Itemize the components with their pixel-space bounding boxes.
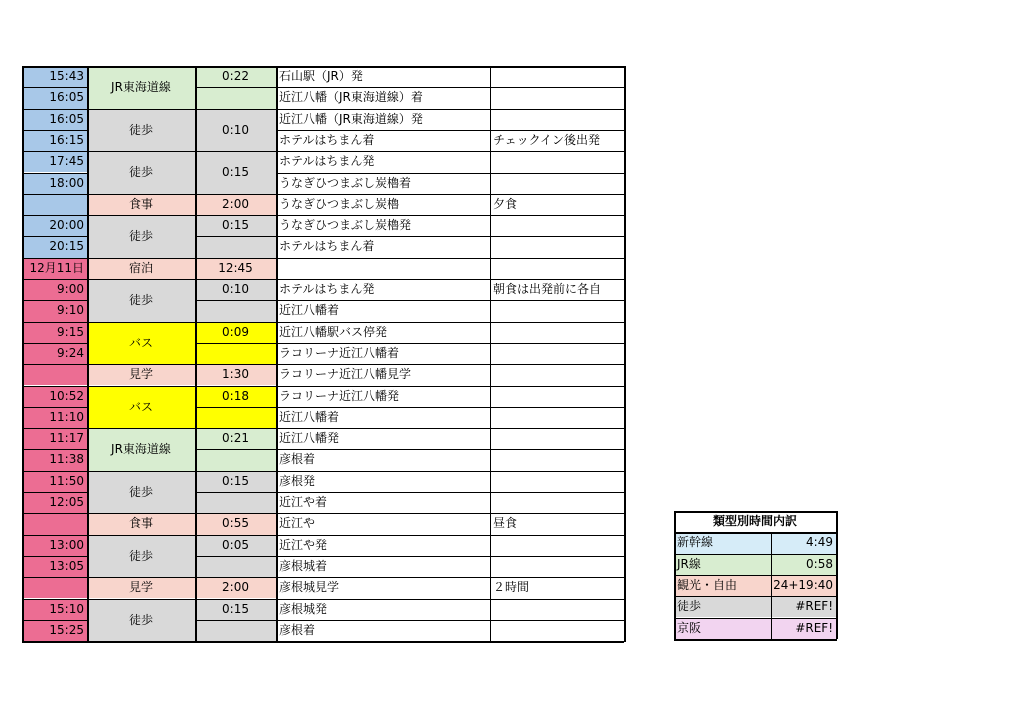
grid-line [195, 66, 197, 642]
grid-line [87, 513, 195, 514]
duration-cell [195, 300, 276, 321]
grid-line [276, 599, 624, 600]
transport-mode-cell: 徒歩 [87, 279, 195, 322]
time-cell [22, 364, 87, 385]
grid-line [276, 449, 624, 450]
duration-cell [195, 492, 276, 513]
grid-line [22, 215, 87, 216]
note-cell [490, 236, 624, 257]
place-cell: 近江や着 [279, 495, 328, 509]
grid-line [195, 641, 276, 643]
grid-line [22, 343, 87, 344]
note-cell [490, 322, 624, 343]
grid-line [771, 532, 772, 639]
transport-mode-cell: バス [87, 322, 195, 365]
place-cell: 近江や発 [279, 537, 328, 552]
grid-line [87, 151, 195, 152]
grid-line [22, 151, 87, 152]
duration-cell: 0:22 [195, 66, 276, 87]
duration-cell: 1:30 [195, 364, 276, 385]
grid-line [836, 511, 838, 639]
transport-mode-cell: 見学 [87, 577, 195, 598]
grid-line [195, 258, 276, 259]
grid-line [276, 66, 278, 642]
time-cell: 15:10 [22, 599, 87, 620]
duration-cell [195, 343, 276, 364]
grid-line [195, 449, 276, 450]
note-cell: ２時間 [493, 580, 530, 595]
note-cell [490, 151, 624, 172]
duration-cell [195, 449, 276, 470]
grid-line [22, 258, 87, 259]
transport-mode-cell: 食事 [87, 194, 195, 215]
note-cell [490, 343, 624, 364]
note-cell [490, 66, 624, 87]
note-cell [490, 386, 624, 407]
grid-line [276, 492, 624, 493]
note-cell [490, 364, 624, 385]
grid-line [276, 641, 624, 643]
grid-line [195, 535, 276, 536]
grid-line [276, 236, 624, 237]
grid-line [22, 66, 87, 68]
grid-line [87, 322, 195, 323]
duration-cell [195, 407, 276, 428]
grid-line [276, 322, 624, 323]
grid-line [276, 428, 624, 429]
grid-line [22, 109, 87, 110]
duration-cell [195, 556, 276, 577]
grid-line [87, 258, 195, 259]
time-cell: 10:52 [22, 386, 87, 407]
grid-line [22, 300, 87, 301]
grid-line [22, 194, 87, 195]
duration-cell: 12:45 [195, 258, 276, 279]
grid-line [87, 66, 89, 642]
duration-cell [195, 87, 276, 108]
place-cell: ホテルはちまん着 [279, 132, 375, 147]
grid-line [22, 236, 87, 237]
grid-line [195, 87, 276, 88]
grid-line [195, 66, 276, 68]
grid-line [195, 407, 276, 408]
grid-line [195, 364, 276, 365]
grid-line [22, 492, 87, 493]
duration-cell: 0:10 [195, 109, 276, 152]
grid-line [22, 428, 87, 429]
place-cell: うなぎひつまぶし炭櫓着 [279, 175, 412, 190]
time-cell: 17:45 [22, 151, 87, 172]
grid-line [276, 471, 624, 472]
note-cell [490, 258, 624, 279]
duration-cell: 0:05 [195, 535, 276, 556]
grid-line [674, 554, 837, 555]
place-cell: うなぎひつまぶし炭櫓 [279, 196, 400, 211]
place-cell: 彦根発 [279, 473, 316, 488]
legend-label: 徒歩 [674, 596, 771, 617]
grid-line [674, 618, 837, 619]
transport-mode-cell: 徒歩 [87, 215, 195, 258]
grid-line [674, 639, 837, 641]
grid-line [195, 279, 276, 280]
note-cell [490, 599, 624, 620]
place-cell: ホテルはちまん発 [279, 282, 375, 296]
grid-line [195, 428, 276, 429]
time-cell: 15:25 [22, 620, 87, 641]
time-cell: 20:15 [22, 236, 87, 257]
time-cell: 18:00 [22, 173, 87, 194]
duration-cell: 0:55 [195, 513, 276, 534]
grid-line [22, 620, 87, 621]
grid-line [195, 194, 276, 195]
place-cell: 近江八幡着 [279, 409, 340, 424]
transport-mode-cell: 徒歩 [87, 109, 195, 152]
grid-line [87, 599, 195, 600]
grid-line [87, 364, 195, 365]
duration-cell: 0:18 [195, 386, 276, 407]
duration-cell: 0:15 [195, 471, 276, 492]
grid-line [87, 577, 195, 578]
grid-line [87, 66, 195, 68]
grid-line [195, 556, 276, 557]
grid-line [22, 577, 87, 578]
grid-line [674, 596, 837, 597]
duration-cell: 2:00 [195, 194, 276, 215]
transport-mode-cell: JR東海道線 [87, 66, 195, 109]
time-cell: 12:05 [22, 492, 87, 513]
time-cell: 11:17 [22, 428, 87, 449]
time-cell [22, 513, 87, 534]
time-cell: 11:38 [22, 449, 87, 470]
place-cell: 近江八幡（JR東海道線）発 [279, 111, 423, 126]
time-cell [22, 194, 87, 215]
duration-cell: 0:09 [195, 322, 276, 343]
time-cell: 13:05 [22, 556, 87, 577]
grid-line [87, 535, 195, 536]
grid-line [22, 599, 87, 600]
grid-line [276, 407, 624, 408]
note-cell [490, 620, 624, 641]
grid-line [195, 577, 276, 578]
grid-line [22, 471, 87, 472]
note-cell [490, 109, 624, 130]
grid-line [22, 513, 87, 514]
place-cell: 近江や [279, 516, 316, 531]
grid-line [22, 173, 87, 174]
transport-mode-cell: 見学 [87, 364, 195, 385]
grid-line [674, 575, 837, 576]
legend-label: 新幹線 [674, 532, 771, 553]
grid-line [276, 364, 624, 365]
grid-line [87, 194, 195, 195]
grid-line [276, 258, 624, 259]
grid-line [22, 407, 87, 408]
place-cell [276, 258, 490, 279]
transport-mode-cell: 食事 [87, 513, 195, 534]
place-cell: 彦根着 [279, 622, 316, 637]
transport-mode-cell: 徒歩 [87, 471, 195, 514]
grid-line [276, 173, 624, 174]
grid-line [22, 279, 87, 280]
place-cell: ホテルはちまん着 [279, 239, 375, 254]
grid-line [22, 66, 24, 642]
grid-line [490, 66, 491, 642]
grid-line [276, 513, 624, 514]
grid-line [87, 428, 195, 429]
legend-title: 類型別時間内訳 [712, 514, 797, 528]
grid-line [195, 236, 276, 237]
note-cell [490, 300, 624, 321]
time-cell: 16:15 [22, 130, 87, 151]
legend-label: 観光・自由 [674, 575, 771, 596]
grid-line [22, 386, 87, 387]
place-cell: 彦根着 [279, 452, 316, 467]
time-cell: 9:00 [22, 279, 87, 300]
grid-line [22, 641, 87, 643]
grid-line [87, 215, 195, 216]
grid-line [195, 322, 276, 323]
duration-cell [195, 620, 276, 641]
grid-line [195, 300, 276, 301]
note-cell: 朝食は出発前に各自 [493, 282, 602, 296]
place-cell: ホテルはちまん発 [279, 154, 375, 169]
grid-line [276, 215, 624, 216]
transport-mode-cell: バス [87, 386, 195, 429]
legend-label: JR線 [674, 554, 771, 575]
grid-line [22, 364, 87, 365]
grid-line [674, 511, 676, 639]
duration-cell: 0:15 [195, 151, 276, 194]
grid-line [195, 513, 276, 514]
grid-line [276, 386, 624, 387]
transport-mode-cell: 徒歩 [87, 151, 195, 194]
legend-label: 京阪 [674, 618, 771, 639]
place-cell: ラコリーナ近江八幡着 [279, 345, 400, 360]
grid-line [195, 386, 276, 387]
note-cell: 昼食 [493, 516, 518, 531]
note-cell: チェックイン後出発 [493, 132, 601, 147]
grid-line [87, 471, 195, 472]
place-cell: 近江八幡着 [279, 303, 340, 318]
legend-value: 0:58 [771, 554, 836, 575]
grid-line [276, 300, 624, 301]
time-cell: 20:00 [22, 215, 87, 236]
grid-line [276, 556, 624, 557]
note-cell [490, 173, 624, 194]
grid-line [276, 109, 624, 110]
note-cell [490, 492, 624, 513]
transport-mode-cell: JR東海道線 [87, 428, 195, 471]
grid-line [195, 151, 276, 152]
grid-line [87, 279, 195, 280]
place-cell: 彦根城着 [279, 558, 328, 573]
legend-value: 24+19:40 [771, 575, 836, 596]
time-cell: 13:00 [22, 535, 87, 556]
transport-mode-cell: 宿泊 [87, 258, 195, 279]
grid-line [87, 641, 195, 643]
place-cell: うなぎひつまぶし炭櫓発 [279, 218, 412, 233]
grid-line [674, 511, 837, 513]
duration-cell: 0:21 [195, 428, 276, 449]
time-cell: 12月11日 [22, 258, 87, 279]
time-cell: 15:43 [22, 66, 87, 87]
time-cell: 9:15 [22, 322, 87, 343]
legend-value: #REF! [771, 618, 836, 639]
time-cell: 11:10 [22, 407, 87, 428]
grid-line [276, 620, 624, 621]
grid-line [276, 87, 624, 88]
grid-line [195, 343, 276, 344]
grid-line [22, 130, 87, 131]
place-cell: 近江八幡発 [279, 431, 340, 446]
grid-line [195, 599, 276, 600]
duration-cell: 0:15 [195, 215, 276, 236]
place-cell: 近江八幡（JR東海道線）着 [279, 90, 423, 105]
time-cell [22, 577, 87, 598]
time-cell: 16:05 [22, 87, 87, 108]
place-cell: 彦根城発 [279, 601, 328, 616]
note-cell [490, 471, 624, 492]
note-cell [490, 556, 624, 577]
grid-line [276, 279, 624, 280]
grid-line [674, 532, 837, 534]
grid-line [22, 535, 87, 536]
note-cell [490, 449, 624, 470]
grid-line [624, 66, 626, 642]
transport-mode-cell: 徒歩 [87, 535, 195, 578]
place-cell: 石山駅（JR）発 [279, 69, 363, 83]
grid-line [195, 109, 276, 110]
place-cell: ラコリーナ近江八幡見学 [279, 367, 412, 382]
grid-line [87, 386, 195, 387]
grid-line [87, 109, 195, 110]
grid-line [195, 215, 276, 216]
legend-value: #REF! [771, 596, 836, 617]
note-cell: 夕食 [493, 196, 518, 211]
place-cell: 近江八幡駅バス停発 [279, 324, 388, 339]
grid-line [22, 556, 87, 557]
grid-line [276, 343, 624, 344]
time-cell: 9:24 [22, 343, 87, 364]
grid-line [276, 535, 624, 536]
note-cell [490, 87, 624, 108]
legend-value: 4:49 [771, 532, 836, 553]
time-cell: 16:05 [22, 109, 87, 130]
grid-line [195, 620, 276, 621]
duration-cell: 2:00 [195, 577, 276, 598]
note-cell [490, 407, 624, 428]
note-cell [490, 428, 624, 449]
place-cell: 彦根城見学 [279, 580, 340, 595]
duration-cell: 0:10 [195, 279, 276, 300]
place-cell: ラコリーナ近江八幡発 [279, 388, 400, 403]
duration-cell [195, 236, 276, 257]
transport-mode-cell: 徒歩 [87, 599, 195, 642]
grid-line [276, 66, 624, 68]
grid-line [276, 577, 624, 578]
grid-line [22, 322, 87, 323]
grid-line [195, 492, 276, 493]
grid-line [22, 449, 87, 450]
grid-line [276, 151, 624, 152]
grid-line [276, 130, 624, 131]
note-cell [490, 215, 624, 236]
time-cell: 11:50 [22, 471, 87, 492]
note-cell [490, 535, 624, 556]
grid-line [195, 471, 276, 472]
time-cell: 9:10 [22, 300, 87, 321]
grid-line [22, 87, 87, 88]
grid-line [276, 194, 624, 195]
duration-cell: 0:15 [195, 599, 276, 620]
